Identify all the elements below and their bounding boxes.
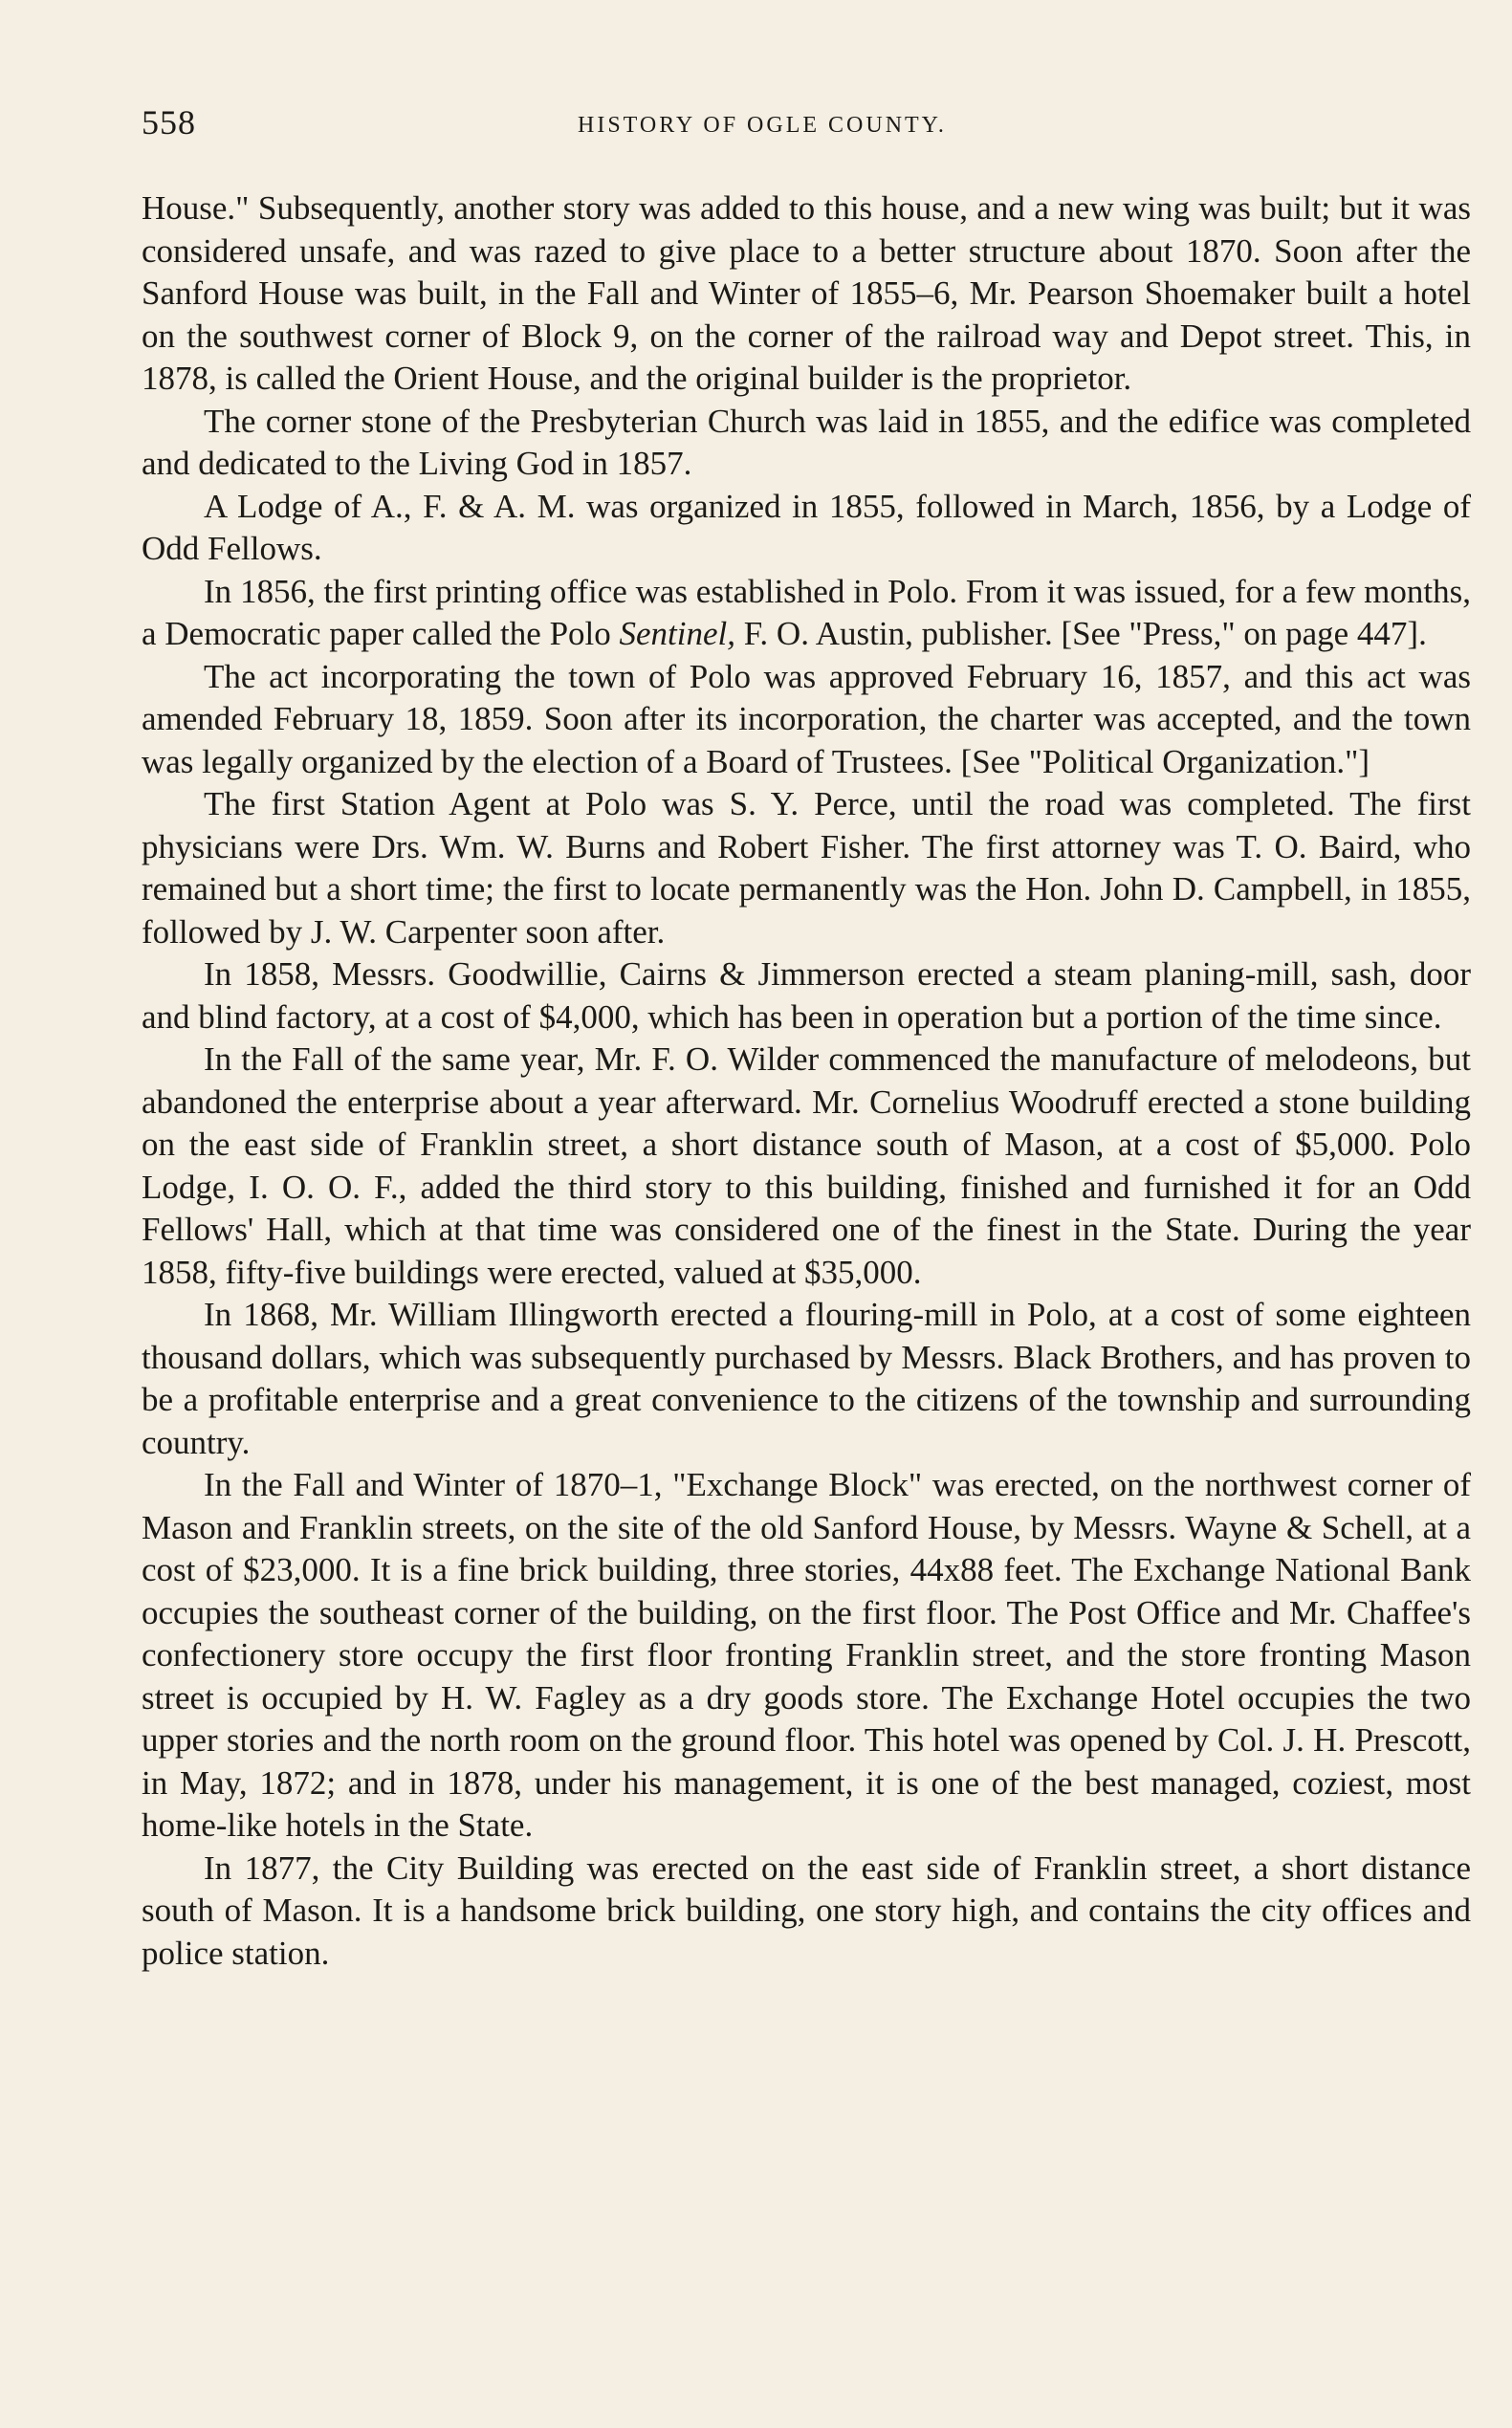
paragraph-printing-office-text-start: In 1856, the first printing office was established in Polo. From it was issued, for a few months, a Democratic paper called the Polo (142, 572, 1471, 652)
newspaper-title: Sentinel, (619, 615, 736, 652)
body-text (142, 187, 1471, 1975)
paragraph-presbyterian-church: The corner stone of the Presbyterian Church was laid in 1855, and the edifice was completed and dedicated to the Living God in 1857. (142, 402, 1471, 482)
paragraph-first-officials: The first Station Agent at Polo was S. Y. Perce, until the road was completed. The first physicians were Drs. Wm. W. Burns and Robert Fisher. The first attorney was T. O. Baird, who remained but a short time; the first to locate permanently was the Hon. John D. Campbell, in 1855, followed by J. W. Carpenter soon after. (142, 785, 1471, 951)
paragraph-lodge: A Lodge of A., F. & A. M. was organized in 1855, followed in March, 1856, by a Lodge of Odd Fellows. (142, 487, 1471, 567)
page-number: 558 (142, 103, 196, 142)
paragraph-continued: House." Subsequently, another story was added to this house, and a new wing was built; but it was considered unsafe, and was razed to give place to a better structure about 1870. Soon after the Sanford House was built, in the Fall and Winter of 1855–6, Mr. Pearson Shoemaker built a hotel on the southwest corner of Block 9, on the corner of the railroad way and Depot street. This, in 1878, is called the Orient House, and the original builder is the proprietor. (142, 189, 1471, 397)
paragraph-flouring-mill: In 1868, Mr. William Illingworth erected a flouring-mill in Polo, at a cost of some eighteen thousand dollars, which was subsequently purchased by Messrs. Black Brothers, and has proven to be a profitable enterprise and a great convenience to the citizens of the township and surrounding country. (142, 1296, 1471, 1461)
paragraph-exchange-block: In the Fall and Winter of 1870–1, "Exchange Block" was erected, on the northwest corner of Mason and Franklin streets, on the site of the old Sanford House, by Messrs. Wayne & Schell, at a cost of $23,000. It is a fine brick building, three stories, 44x88 feet. The Exchange National Bank occupies the southeast corner of the building, on the first floor. The Post Office and Mr. Chaffee's confectionery store occupy the first floor fronting Franklin street, and the store fronting Mason street is occupied by H. W. Fagley as a dry goods store. The Exchange Hotel occupies the two upper stories and the north room on the ground floor. This hotel was opened by Col. J. H. Prescott, in May, 1872; and in 1878, under his management, it is one of the best managed, coziest, most home-like hotels in the State. (142, 1466, 1471, 1844)
paragraph-planing-mill: In 1858, Messrs. Goodwillie, Cairns & Jimmerson erected a steam planing-mill, sash, door and blind factory, at a cost of $4,000, which has been in operation but a portion of the time since. (142, 955, 1471, 1036)
running-title: HISTORY OF OGLE COUNTY. (578, 113, 947, 138)
paragraph-printing-office-text-end: F. O. Austin, publisher. [See "Press," on page 447]. (735, 615, 1427, 652)
paragraph-city-building: In 1877, the City Building was erected on the east side of Franklin street, a short distance south of Mason. It is a handsome brick building, one story high, and contains the city offices and police station. (142, 1848, 1471, 1972)
running-header (142, 99, 1471, 157)
paragraph-melodeons: In the Fall of the same year, Mr. F. O. Wilder commenced the manufacture of melodeons, but abandoned the enterprise about a year afterward. Mr. Cornelius Woodruff erected a stone building on the east side of Franklin street, a short distance south of Mason, at a cost of $5,000. Polo Lodge, I. O. O. F., added the third story to this building, finished and furnished it for an Odd Fellows' Hall, which at that time was considered one of the finest in the State. During the year 1858, fifty-five buildings were erected, valued at $35,000. (142, 1040, 1471, 1291)
paragraph-incorporation: The act incorporating the town of Polo was approved February 16, 1857, and this act was amended February 18, 1859. Soon after its incorporation, the charter was accepted, and the town was legally organized by the election of a Board of Trustees. [See "Political Organization."] (142, 657, 1471, 780)
paragraph-printing-office (142, 571, 1471, 656)
